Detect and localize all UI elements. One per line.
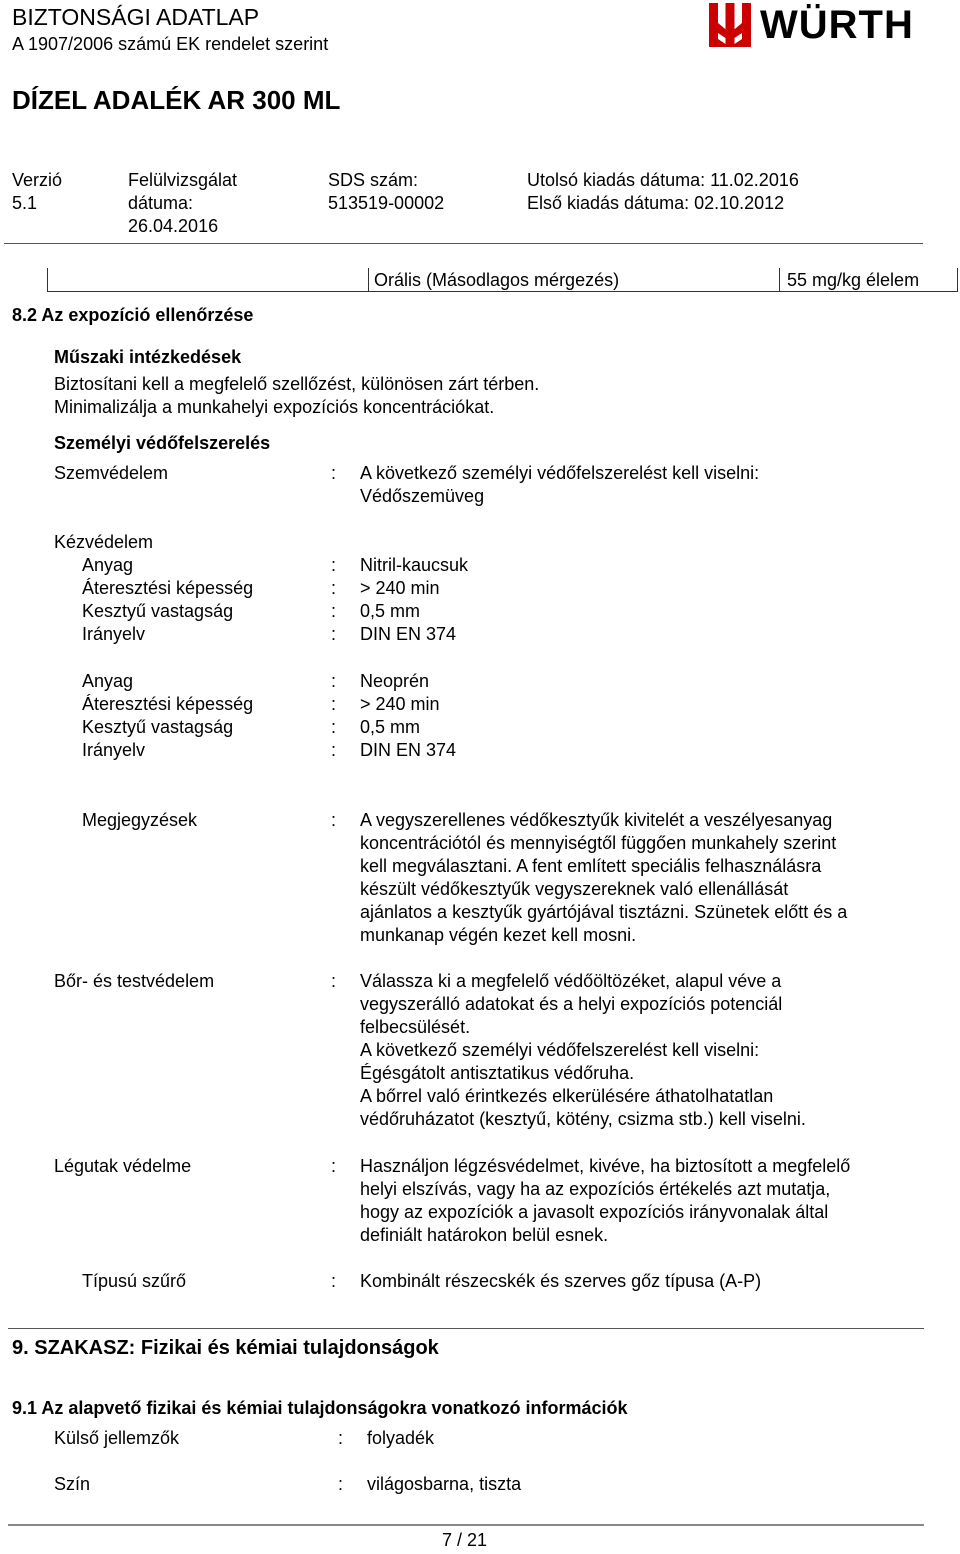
- skin-protection-label: Bőr- és testvédelem: [54, 971, 215, 991]
- glove-standard-label: Irányelv: [82, 624, 146, 644]
- table-border-right: [957, 268, 958, 292]
- skin-protection-line: felbecsülését.: [360, 1017, 471, 1037]
- filter-type-label: Típusú szűrő: [82, 1271, 187, 1291]
- colon: :: [331, 810, 337, 830]
- document-title: BIZTONSÁGI ADATLAP: [12, 4, 260, 30]
- glove-thickness-label: Kesztyű vastagság: [82, 717, 234, 737]
- table-border-left: [47, 268, 48, 292]
- notes-line: munkanap végén kezet kell mosni.: [360, 925, 637, 945]
- section-9-1-heading: 9.1 Az alapvető fizikai és kémiai tulajdonságokra vonatkozó információk: [12, 1398, 628, 1418]
- glove-material-label: Anyag: [82, 671, 134, 691]
- eye-protection-label: Szemvédelem: [54, 463, 169, 483]
- glove-standard-value: DIN EN 374: [360, 740, 457, 760]
- technical-measures-line-1: Biztosítani kell a megfelelő szellőzést, különösen zárt térben.: [54, 374, 540, 394]
- notes-line: kell megválasztani. A fent említett speciális felhasználásra: [360, 856, 822, 876]
- table-border-mid2: [779, 268, 780, 292]
- wurth-logo-mark-icon: [709, 3, 751, 47]
- respiratory-protection-line: Használjon légzésvédelmet, kivéve, ha biztosított a megfelelő: [360, 1156, 851, 1176]
- notes-line: A vegyszerellenes védőkesztyűk kivitelét a veszélyesanyag: [360, 810, 833, 830]
- sds-number: 513519-00002: [328, 193, 445, 213]
- colon: :: [331, 463, 337, 483]
- colon: :: [331, 717, 337, 737]
- header-divider: [4, 243, 923, 244]
- colon: :: [331, 555, 337, 575]
- product-name: DÍZEL ADALÉK AR 300 ML: [12, 85, 341, 115]
- first-issue-date: Első kiadás dátuma: 02.10.2012: [527, 193, 785, 213]
- glove-material-value: Neoprén: [360, 671, 430, 691]
- table-border-mid1: [368, 268, 369, 292]
- notes-line: készült védőkesztyűk vegyszereknek való ellenállását: [360, 879, 789, 899]
- version-value: 5.1: [12, 193, 38, 213]
- skin-protection-line: vegyszerálló adatokat és a helyi expozíciós potenciál: [360, 994, 783, 1014]
- section-9-heading: 9. SZAKASZ: Fizikai és kémiai tulajdonságok: [12, 1337, 439, 1359]
- colon: :: [338, 1474, 344, 1494]
- glove-material-label: Anyag: [82, 555, 134, 575]
- colon: :: [331, 578, 337, 598]
- colon: :: [331, 971, 337, 991]
- notes-line: ajánlatos a kesztyűk gyártójával tisztázni. Szünetek előtt és a: [360, 902, 848, 922]
- technical-measures-line-2: Minimalizálja a munkahelyi expozíciós koncentrációkat.: [54, 397, 495, 417]
- colon: :: [331, 624, 337, 644]
- colon: :: [331, 1156, 337, 1176]
- respiratory-protection-label: Légutak védelme: [54, 1156, 192, 1176]
- section-divider: [8, 1328, 924, 1329]
- table-value: 55 mg/kg élelem: [787, 270, 920, 290]
- glove-material-value: Nitril-kaucsuk: [360, 555, 469, 575]
- skin-protection-line: védőruházatot (kesztyű, kötény, csizma stb.) kell viselni.: [360, 1109, 806, 1129]
- revision-date: 26.04.2016: [128, 216, 219, 236]
- skin-protection-line: A következő személyi védőfelszerelést kell viselni:: [360, 1040, 760, 1060]
- appearance-value: folyadék: [367, 1428, 435, 1448]
- colon: :: [331, 601, 337, 621]
- appearance-label: Külső jellemzők: [54, 1428, 180, 1448]
- regulation-reference: A 1907/2006 számú EK rendelet szerint: [12, 34, 329, 54]
- glove-standard-value: DIN EN 374: [360, 624, 457, 644]
- glove-permeation-value: > 240 min: [360, 694, 440, 714]
- ppe-heading: Személyi védőfelszerelés: [54, 433, 271, 453]
- notes-label: Megjegyzések: [82, 810, 198, 830]
- table-route: Orális (Másodlagos mérgezés): [374, 270, 620, 290]
- colon: :: [331, 694, 337, 714]
- last-issue-date: Utolsó kiadás dátuma: 11.02.2016: [527, 170, 799, 190]
- glove-thickness-label: Kesztyű vastagság: [82, 601, 234, 621]
- hand-protection-label: Kézvédelem: [54, 532, 154, 552]
- colon: :: [338, 1428, 344, 1448]
- glove-permeation-label: Áteresztési képesség: [82, 694, 254, 714]
- eye-protection-line-2: Védőszemüveg: [360, 486, 485, 506]
- version-label: Verzió: [12, 170, 63, 190]
- colon: :: [331, 740, 337, 760]
- filter-type-value: Kombinált részecskék és szerves gőz típusa (A-P): [360, 1271, 762, 1291]
- glove-standard-label: Irányelv: [82, 740, 146, 760]
- eye-protection-line-1: A következő személyi védőfelszerelést kell viselni:: [360, 463, 760, 483]
- color-value: világosbarna, tiszta: [367, 1474, 522, 1494]
- wurth-logo-text: WÜRTH: [760, 3, 914, 47]
- respiratory-protection-line: hogy az expozíciók a javasolt expozíciós irányvonalak által: [360, 1202, 829, 1222]
- respiratory-protection-line: helyi elszívás, vagy ha az expozíciós értékelés azt mutatja,: [360, 1179, 831, 1199]
- section-8-2-heading: 8.2 Az expozíció ellenőrzése: [12, 305, 254, 325]
- revision-label-1: Felülvizsgálat: [128, 170, 238, 190]
- skin-protection-line: Égésgátolt antisztatikus védőruha.: [360, 1063, 635, 1083]
- glove-thickness-value: 0,5 mm: [360, 601, 421, 621]
- glove-permeation-value: > 240 min: [360, 578, 440, 598]
- notes-line: koncentrációtól és mennyiségtől függően munkahely szerint: [360, 833, 837, 853]
- glove-permeation-label: Áteresztési képesség: [82, 578, 254, 598]
- revision-label-2: dátuma:: [128, 193, 194, 213]
- skin-protection-line: A bőrrel való érintkezés elkerülésére áthatolhatatlan: [360, 1086, 774, 1106]
- skin-protection-line: Válassza ki a megfelelő védőöltözéket, alapul véve a: [360, 971, 782, 991]
- color-label: Szín: [54, 1474, 91, 1494]
- technical-measures-heading: Műszaki intézkedések: [54, 347, 242, 367]
- sds-label: SDS szám:: [328, 170, 419, 190]
- page-number: 7 / 21: [442, 1530, 488, 1550]
- glove-thickness-value: 0,5 mm: [360, 717, 421, 737]
- respiratory-protection-line: definiált határokon belül esnek.: [360, 1225, 609, 1245]
- footer-divider: [8, 1524, 924, 1526]
- colon: :: [331, 1271, 337, 1291]
- colon: :: [331, 671, 337, 691]
